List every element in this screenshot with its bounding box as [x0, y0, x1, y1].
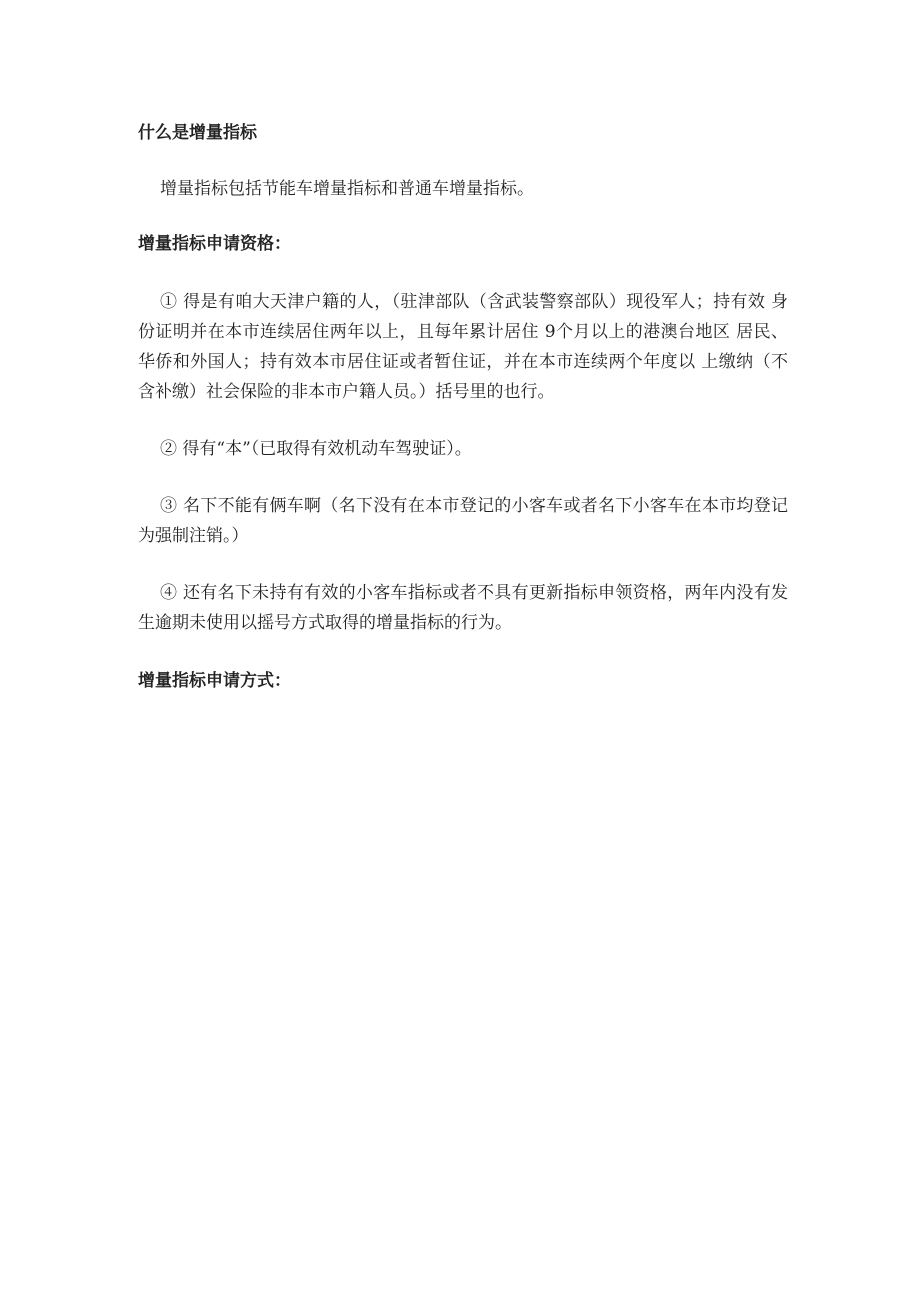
section-heading-what-is-increment-quota: 什么是增量指标 [138, 123, 257, 143]
list-item-eligibility-2: ② 得有“本”（已取得有效机动车驾驶证）。 [160, 439, 472, 459]
list-item-eligibility-1: ① 得是有咱大天津户籍的人，（驻津部队（含武装警察部队）现役军人；持有效 身份证明并在本市连续居住两年以上，且每年累计居住 9个月以上的港澳台地区 居民、华侨和外国人；持有效本市居住证或者暂住证，并在本市连续两个年度以 上缴纳（不含补缴）社会保险的非本市户籍人员。）括号里的也行。 [138, 292, 788, 402]
document-content [138, 118, 788, 696]
list-item-eligibility-4: ④ 还有名下未持有有效的小客车指标或者不具有更新指标申领资格，两年内没有发生逾期未使用以摇号方式取得的增量指标的行为。 [138, 583, 788, 633]
section-heading-application-method: 增量指标申请方式： [138, 671, 291, 691]
paragraph-quota-types: 增量指标包括节能车增量指标和普通车增量指标。 [160, 179, 534, 199]
section-heading-eligibility: 增量指标申请资格： [138, 234, 291, 254]
list-item-eligibility-3: ③ 名下不能有俩车啊（名下没有在本市登记的小客车或者名下小客车在本市均登记为强制注销。） [138, 496, 788, 546]
